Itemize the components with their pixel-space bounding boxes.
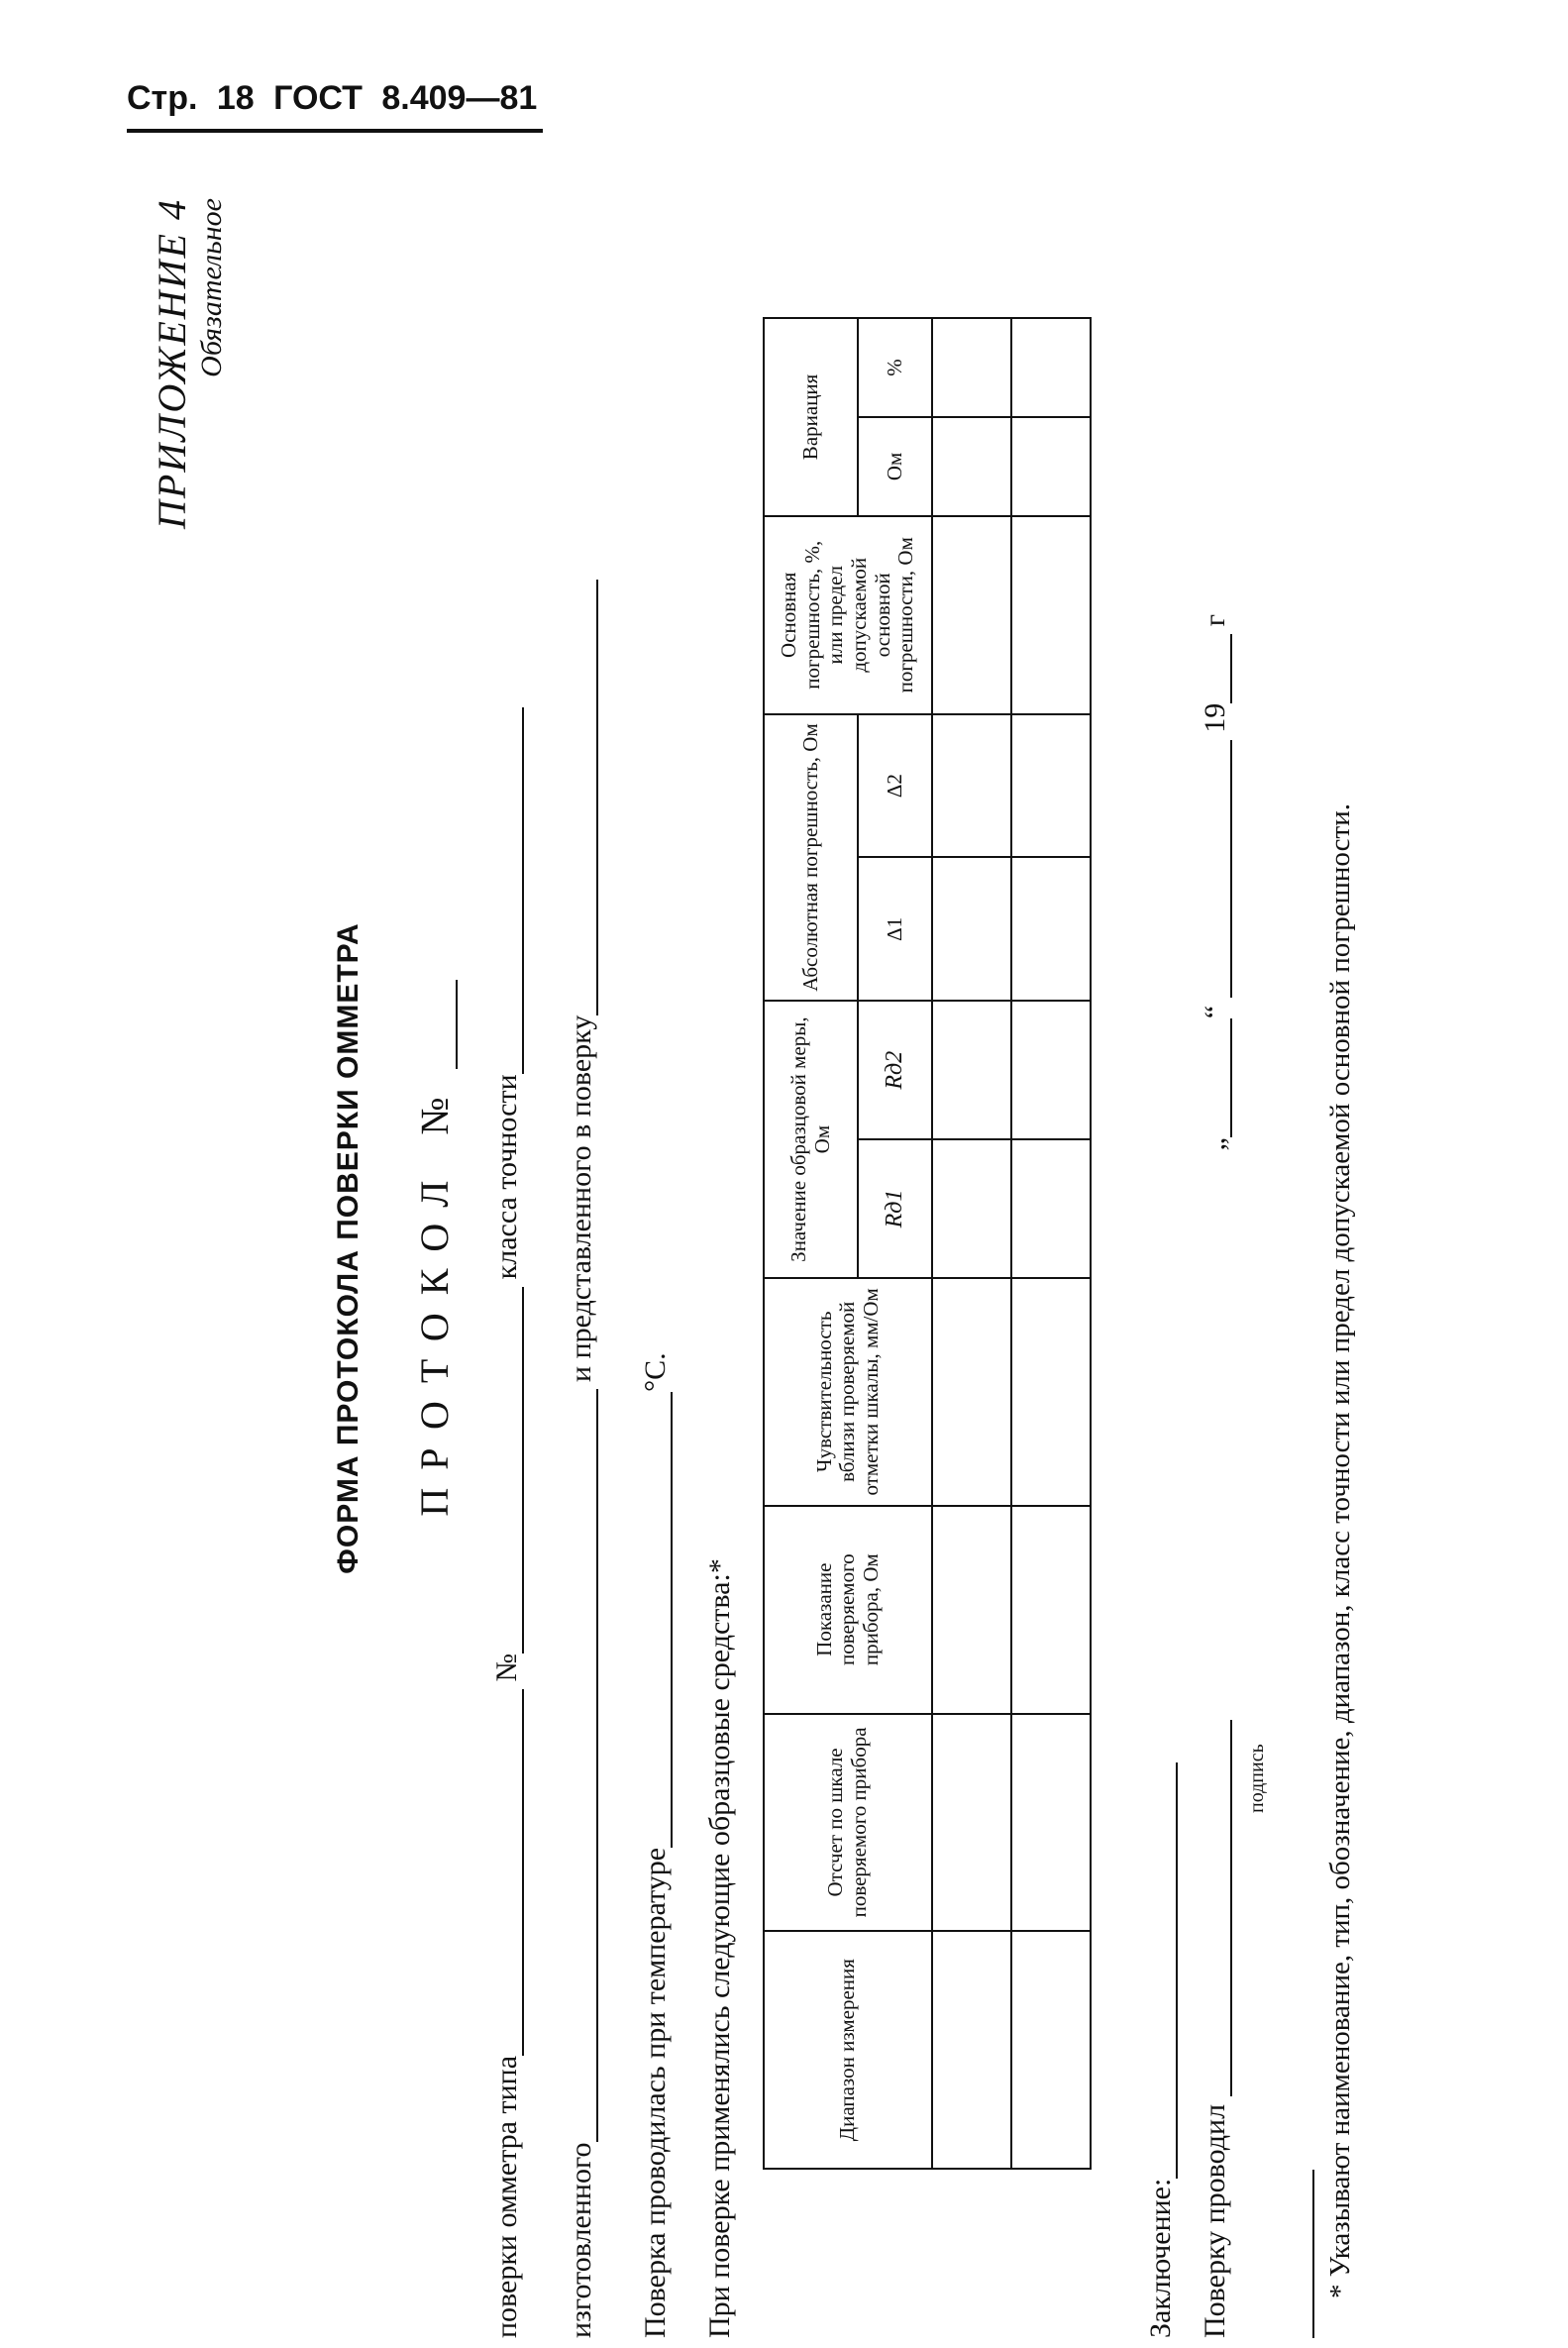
cell-sensitivity[interactable]	[1011, 1278, 1091, 1506]
cell-indication[interactable]	[932, 1506, 1011, 1714]
submitted-label: и представленного в поверку	[565, 1014, 597, 1382]
protocol-word: ПРОТОКОЛ	[412, 1162, 457, 1517]
type-label: поверки омметра типа	[490, 2055, 523, 2338]
month-field[interactable]	[1202, 740, 1232, 998]
cell-delta1[interactable]	[1011, 858, 1091, 1002]
year-suffix: г	[1199, 613, 1231, 627]
serial-field[interactable]	[494, 1287, 524, 1654]
cell-sensitivity[interactable]	[932, 1278, 1011, 1506]
table-row	[932, 318, 1011, 2169]
table-header-row	[764, 318, 858, 2169]
year-field[interactable]	[1202, 634, 1232, 703]
table-row	[1011, 318, 1091, 2169]
day-field[interactable]	[1202, 1018, 1232, 1137]
cell-rd1[interactable]	[932, 1139, 1011, 1278]
rotated-form	[149, 159, 1416, 2338]
signature-caption: подпись	[1246, 1744, 1268, 1813]
header-rule	[127, 129, 543, 133]
appendix-block	[149, 198, 229, 529]
protocol-no: №	[412, 1097, 457, 1135]
footnote: * Указывают наименование, тип, обозначение, диапазон, класс точности или предел допускаемой основной погрешности.	[1324, 803, 1356, 2298]
cell-var-pct[interactable]	[932, 318, 1011, 417]
protocol-table	[763, 317, 1092, 2170]
header-basic-error: Основная погрешность, %, или предел допускаемой основной погрешности, Ом	[764, 516, 932, 714]
cell-delta1[interactable]	[932, 858, 1011, 1002]
standards-label: При поверке применялись следующие образцовые средства:*	[703, 1558, 736, 2338]
conclusion-label: Заключение:	[1144, 2178, 1177, 2338]
submitted-field[interactable]	[569, 580, 598, 1015]
header-delta1: Δ1	[858, 858, 932, 1002]
cell-basic-error[interactable]	[932, 516, 1011, 714]
protocol-heading	[411, 159, 458, 2338]
cell-rd2[interactable]	[932, 1001, 1011, 1139]
line-manufacturer	[565, 580, 598, 2338]
type-field[interactable]	[494, 1689, 524, 2056]
header-rd1: Rд1	[858, 1139, 932, 1278]
performed-label: Поверку проводил	[1199, 2103, 1231, 2338]
temperature-field[interactable]	[643, 1392, 673, 1848]
page-number: 18	[216, 79, 255, 117]
form-title: ФОРМА ПРОТОКОЛА ПОВЕРКИ ОММЕТРА	[332, 922, 365, 1574]
temperature-unit: °С.	[639, 1352, 672, 1392]
standard-number: 8.409—81	[381, 79, 538, 117]
cell-rd2[interactable]	[1011, 1001, 1091, 1139]
cell-var-pct[interactable]	[1011, 318, 1091, 417]
line-performed	[1199, 614, 1232, 2338]
cell-reading[interactable]	[932, 1714, 1011, 1932]
header-variation: Вариация	[764, 318, 858, 516]
cell-basic-error[interactable]	[1011, 516, 1091, 714]
header-range: Диапазон измерения	[764, 1931, 932, 2169]
cell-range[interactable]	[932, 1931, 1011, 2169]
header-abs-error: Абсолютная погрешность, Ом	[764, 714, 858, 1002]
temperature-label: Поверка проводилась при температуре	[639, 1847, 672, 2338]
cell-rd1[interactable]	[1011, 1139, 1091, 1278]
signature-field[interactable]	[1202, 1720, 1232, 2096]
cell-range[interactable]	[1011, 1931, 1091, 2169]
line-conclusion	[1144, 1762, 1178, 2338]
cell-delta2[interactable]	[1011, 714, 1091, 858]
quote-close: “	[1199, 1005, 1231, 1019]
cell-reading[interactable]	[1011, 1714, 1091, 1932]
manufacturer-field[interactable]	[569, 1389, 598, 2142]
quote-open: „	[1199, 1137, 1231, 1151]
standard-label: ГОСТ	[273, 79, 363, 117]
protocol-no-field[interactable]	[428, 980, 458, 1069]
line-standards	[703, 1558, 737, 2338]
cell-delta2[interactable]	[932, 714, 1011, 858]
cell-indication[interactable]	[1011, 1506, 1091, 1714]
line-type	[490, 707, 524, 2338]
header-rd2: Rд2	[858, 1001, 932, 1139]
cell-var-ohm[interactable]	[1011, 417, 1091, 516]
cell-var-ohm[interactable]	[932, 417, 1011, 516]
accuracy-field[interactable]	[494, 707, 524, 1074]
header-reading: Отсчет по шкале поверяемого прибора	[764, 1714, 932, 1932]
header-var-pct: %	[858, 318, 932, 417]
header-reference: Значение образцовой меры, Ом	[764, 1001, 858, 1278]
footnote-rule	[1312, 2170, 1314, 2338]
appendix-title: ПРИЛОЖЕНИЕ 4	[150, 198, 194, 529]
manufacturer-label: изготовленного	[565, 2142, 597, 2338]
header-var-ohm: Ом	[858, 417, 932, 516]
conclusion-field[interactable]	[1148, 1762, 1178, 2179]
line-temperature	[639, 1352, 673, 2338]
appendix-subtitle: Обязательное	[195, 198, 228, 377]
header-sensitivity: Чувствительность вблизи проверяемой отметки шкалы, мм/Ом	[764, 1278, 932, 1506]
header-indication: Показание поверяемого прибора, Ом	[764, 1506, 932, 1714]
year-prefix: 19	[1199, 702, 1231, 733]
page-label: Стр.	[127, 79, 198, 117]
accuracy-label: класса точности	[490, 1074, 523, 1280]
serial-label: №	[490, 1653, 523, 1682]
page-header	[127, 79, 547, 118]
header-delta2: Δ2	[858, 714, 932, 858]
